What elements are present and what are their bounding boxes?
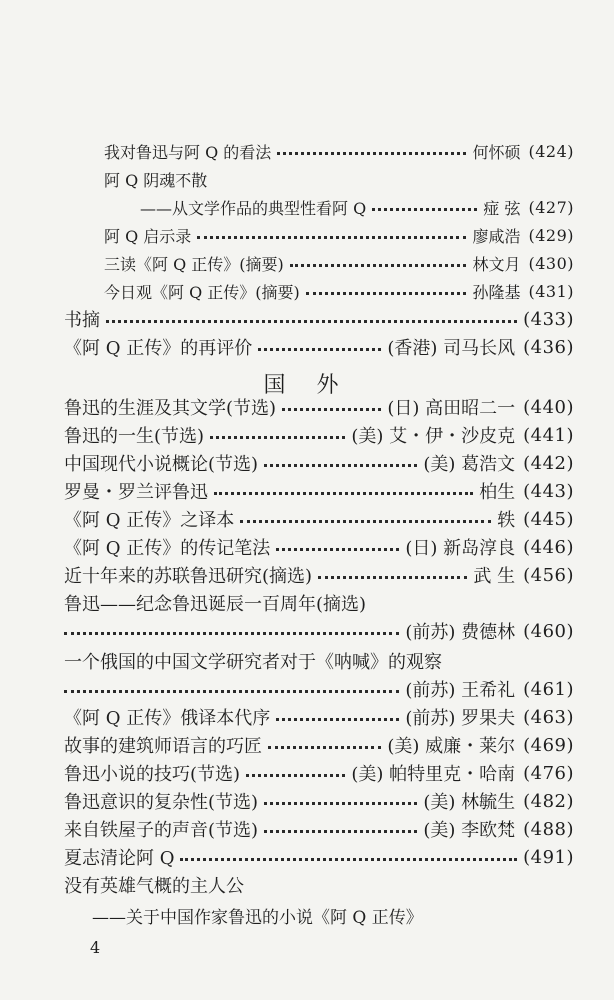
toc-entry — [140, 194, 574, 220]
leader-dots — [268, 746, 381, 749]
leader-dots — [258, 348, 381, 351]
entry-title: ——从文学作品的典型性看阿 Q — [140, 198, 367, 218]
entry-author: 痖 弦 — [483, 198, 521, 218]
leader-dots — [290, 264, 467, 267]
entry-page: (424) — [528, 141, 574, 161]
leader-dots — [264, 802, 417, 805]
entry-title: 鲁迅的生涯及其文学(节选) — [64, 398, 277, 419]
entry-author: (日) 新岛淳良 — [405, 538, 516, 559]
toc-entry — [64, 506, 574, 532]
entry-author: 轶 — [497, 510, 516, 531]
entry-title: 中国现代小说概论(节选) — [64, 454, 259, 475]
toc-entry — [64, 534, 574, 560]
toc-entry — [64, 844, 574, 870]
entry-page: (461) — [523, 678, 574, 700]
entry-author: (美) 林毓生 — [423, 792, 516, 813]
page-number: 4 — [90, 938, 101, 957]
toc-entry — [64, 760, 574, 786]
leader-dots — [246, 774, 345, 777]
toc-entry — [64, 306, 574, 332]
leader-dots — [264, 464, 417, 467]
entry-page: (456) — [523, 564, 574, 586]
entry-title: 鲁迅小说的技巧(节选) — [64, 764, 241, 785]
toc-entry — [64, 334, 574, 360]
entry-page: (431) — [528, 281, 574, 301]
entry-page: (436) — [523, 336, 574, 358]
leader-dots — [306, 292, 467, 295]
entry-page: (445) — [523, 508, 574, 530]
leader-dots — [214, 492, 473, 495]
toc-entry — [64, 788, 574, 814]
leader-dots — [106, 320, 517, 323]
entry-author: 孙隆基 — [472, 282, 521, 302]
leader-dots — [372, 208, 477, 211]
leader-dots — [282, 408, 381, 411]
entry-author: 何怀硕 — [472, 142, 521, 162]
entry-title: 来自铁屋子的声音(节选) — [64, 820, 259, 841]
entry-page: (491) — [523, 846, 574, 868]
entry-title: 没有英雄气概的主人公 — [64, 876, 244, 897]
entry-page: (460) — [523, 620, 574, 642]
toc-entry — [104, 250, 574, 276]
toc-entry-continuation — [64, 676, 574, 702]
entry-title: 阿 Q 启示录 — [104, 226, 192, 246]
leader-dots — [210, 436, 345, 439]
leader-dots — [318, 576, 467, 579]
toc-entry — [104, 222, 574, 248]
entry-title: 三读《阿 Q 正传》(摘要) — [104, 254, 284, 274]
entry-title: 今日观《阿 Q 正传》(摘要) — [104, 282, 300, 302]
entry-title: 《阿 Q 正传》的再评价 — [64, 338, 253, 359]
entry-author: (前苏) 王希礼 — [405, 680, 516, 701]
toc-entry — [104, 138, 574, 164]
entry-title: 阿 Q 阴魂不散 — [104, 170, 208, 190]
entry-author: (美) 威廉・莱尔 — [387, 736, 516, 757]
entry-author: 武 生 — [473, 566, 516, 587]
entry-title: 我对鲁迅与阿 Q 的看法 — [104, 142, 272, 162]
toc-entry — [64, 816, 574, 842]
entry-title: 鲁迅——纪念鲁迅诞辰一百周年(摘选) — [64, 594, 367, 615]
entry-page: (441) — [523, 424, 574, 446]
entry-page: (482) — [523, 790, 574, 812]
entry-page: (427) — [528, 197, 574, 217]
leader-dots — [276, 718, 399, 721]
entry-author: (日) 高田昭二一 — [387, 398, 516, 419]
toc-entry — [64, 704, 574, 730]
entry-title: 故事的建筑师语言的巧匠 — [64, 736, 262, 757]
entry-page: (469) — [523, 734, 574, 756]
entry-page: (442) — [523, 452, 574, 474]
entry-title: 《阿 Q 正传》之译本 — [64, 510, 235, 531]
entry-title: 《阿 Q 正传》的传记笔法 — [64, 538, 271, 559]
entry-page: (488) — [523, 818, 574, 840]
toc-entry — [64, 394, 574, 420]
entry-title: 夏志清论阿 Q — [64, 848, 175, 869]
entry-page: (433) — [523, 308, 574, 330]
leader-dots — [277, 152, 466, 155]
entry-page: (476) — [523, 762, 574, 784]
leader-dots — [264, 830, 417, 833]
toc-entry — [64, 478, 574, 504]
entry-page: (463) — [523, 706, 574, 728]
toc-entry — [64, 590, 574, 616]
toc-entry — [64, 732, 574, 758]
entry-title: 近十年来的苏联鲁迅研究(摘选) — [64, 566, 313, 587]
leader-dots — [64, 690, 399, 693]
toc-entry — [64, 450, 574, 476]
leader-dots — [240, 520, 491, 523]
entry-title: 鲁迅的一生(节选) — [64, 426, 205, 447]
toc-entry — [64, 422, 574, 448]
entry-author: 廖咸浩 — [472, 226, 521, 246]
toc-entry-continuation — [64, 618, 574, 644]
entry-title: 一个俄国的中国文学研究者对于《呐喊》的观察 — [64, 652, 442, 673]
entry-title: 《阿 Q 正传》俄译本代序 — [64, 708, 271, 729]
entry-author: 林文月 — [472, 254, 521, 274]
entry-page: (446) — [523, 536, 574, 558]
entry-title: 罗曼・罗兰评鲁迅 — [64, 482, 208, 503]
leader-dots — [64, 632, 399, 635]
leader-dots — [180, 858, 517, 861]
entry-title: 鲁迅意识的复杂性(节选) — [64, 792, 259, 813]
entry-author: (前苏) 罗果夫 — [405, 708, 516, 729]
section-heading: 国 外 — [263, 373, 351, 398]
leader-dots — [197, 236, 466, 239]
toc-entry — [92, 902, 574, 928]
toc-entry — [64, 648, 574, 674]
entry-page: (430) — [528, 253, 574, 273]
entry-title: ——关于中国作家鲁迅的小说《阿 Q 正传》 — [92, 907, 423, 928]
toc-entry — [64, 562, 574, 588]
entry-author: (美) 李欧梵 — [423, 820, 516, 841]
entry-title: 书摘 — [64, 310, 100, 331]
entry-author: (美) 帕特里克・哈南 — [351, 764, 516, 785]
entry-page: (429) — [528, 225, 574, 245]
entry-author: (美) 艾・伊・沙皮克 — [351, 426, 516, 447]
entry-author: (前苏) 费德林 — [405, 622, 516, 643]
toc-entry — [104, 166, 574, 192]
toc-entry — [64, 872, 574, 898]
toc-entry — [104, 278, 574, 304]
entry-author: (香港) 司马长风 — [387, 338, 516, 359]
entry-author: (美) 葛浩文 — [423, 454, 516, 475]
entry-page: (443) — [523, 480, 574, 502]
leader-dots — [276, 548, 399, 551]
entry-page: (440) — [523, 396, 574, 418]
entry-author: 柏生 — [479, 482, 516, 503]
